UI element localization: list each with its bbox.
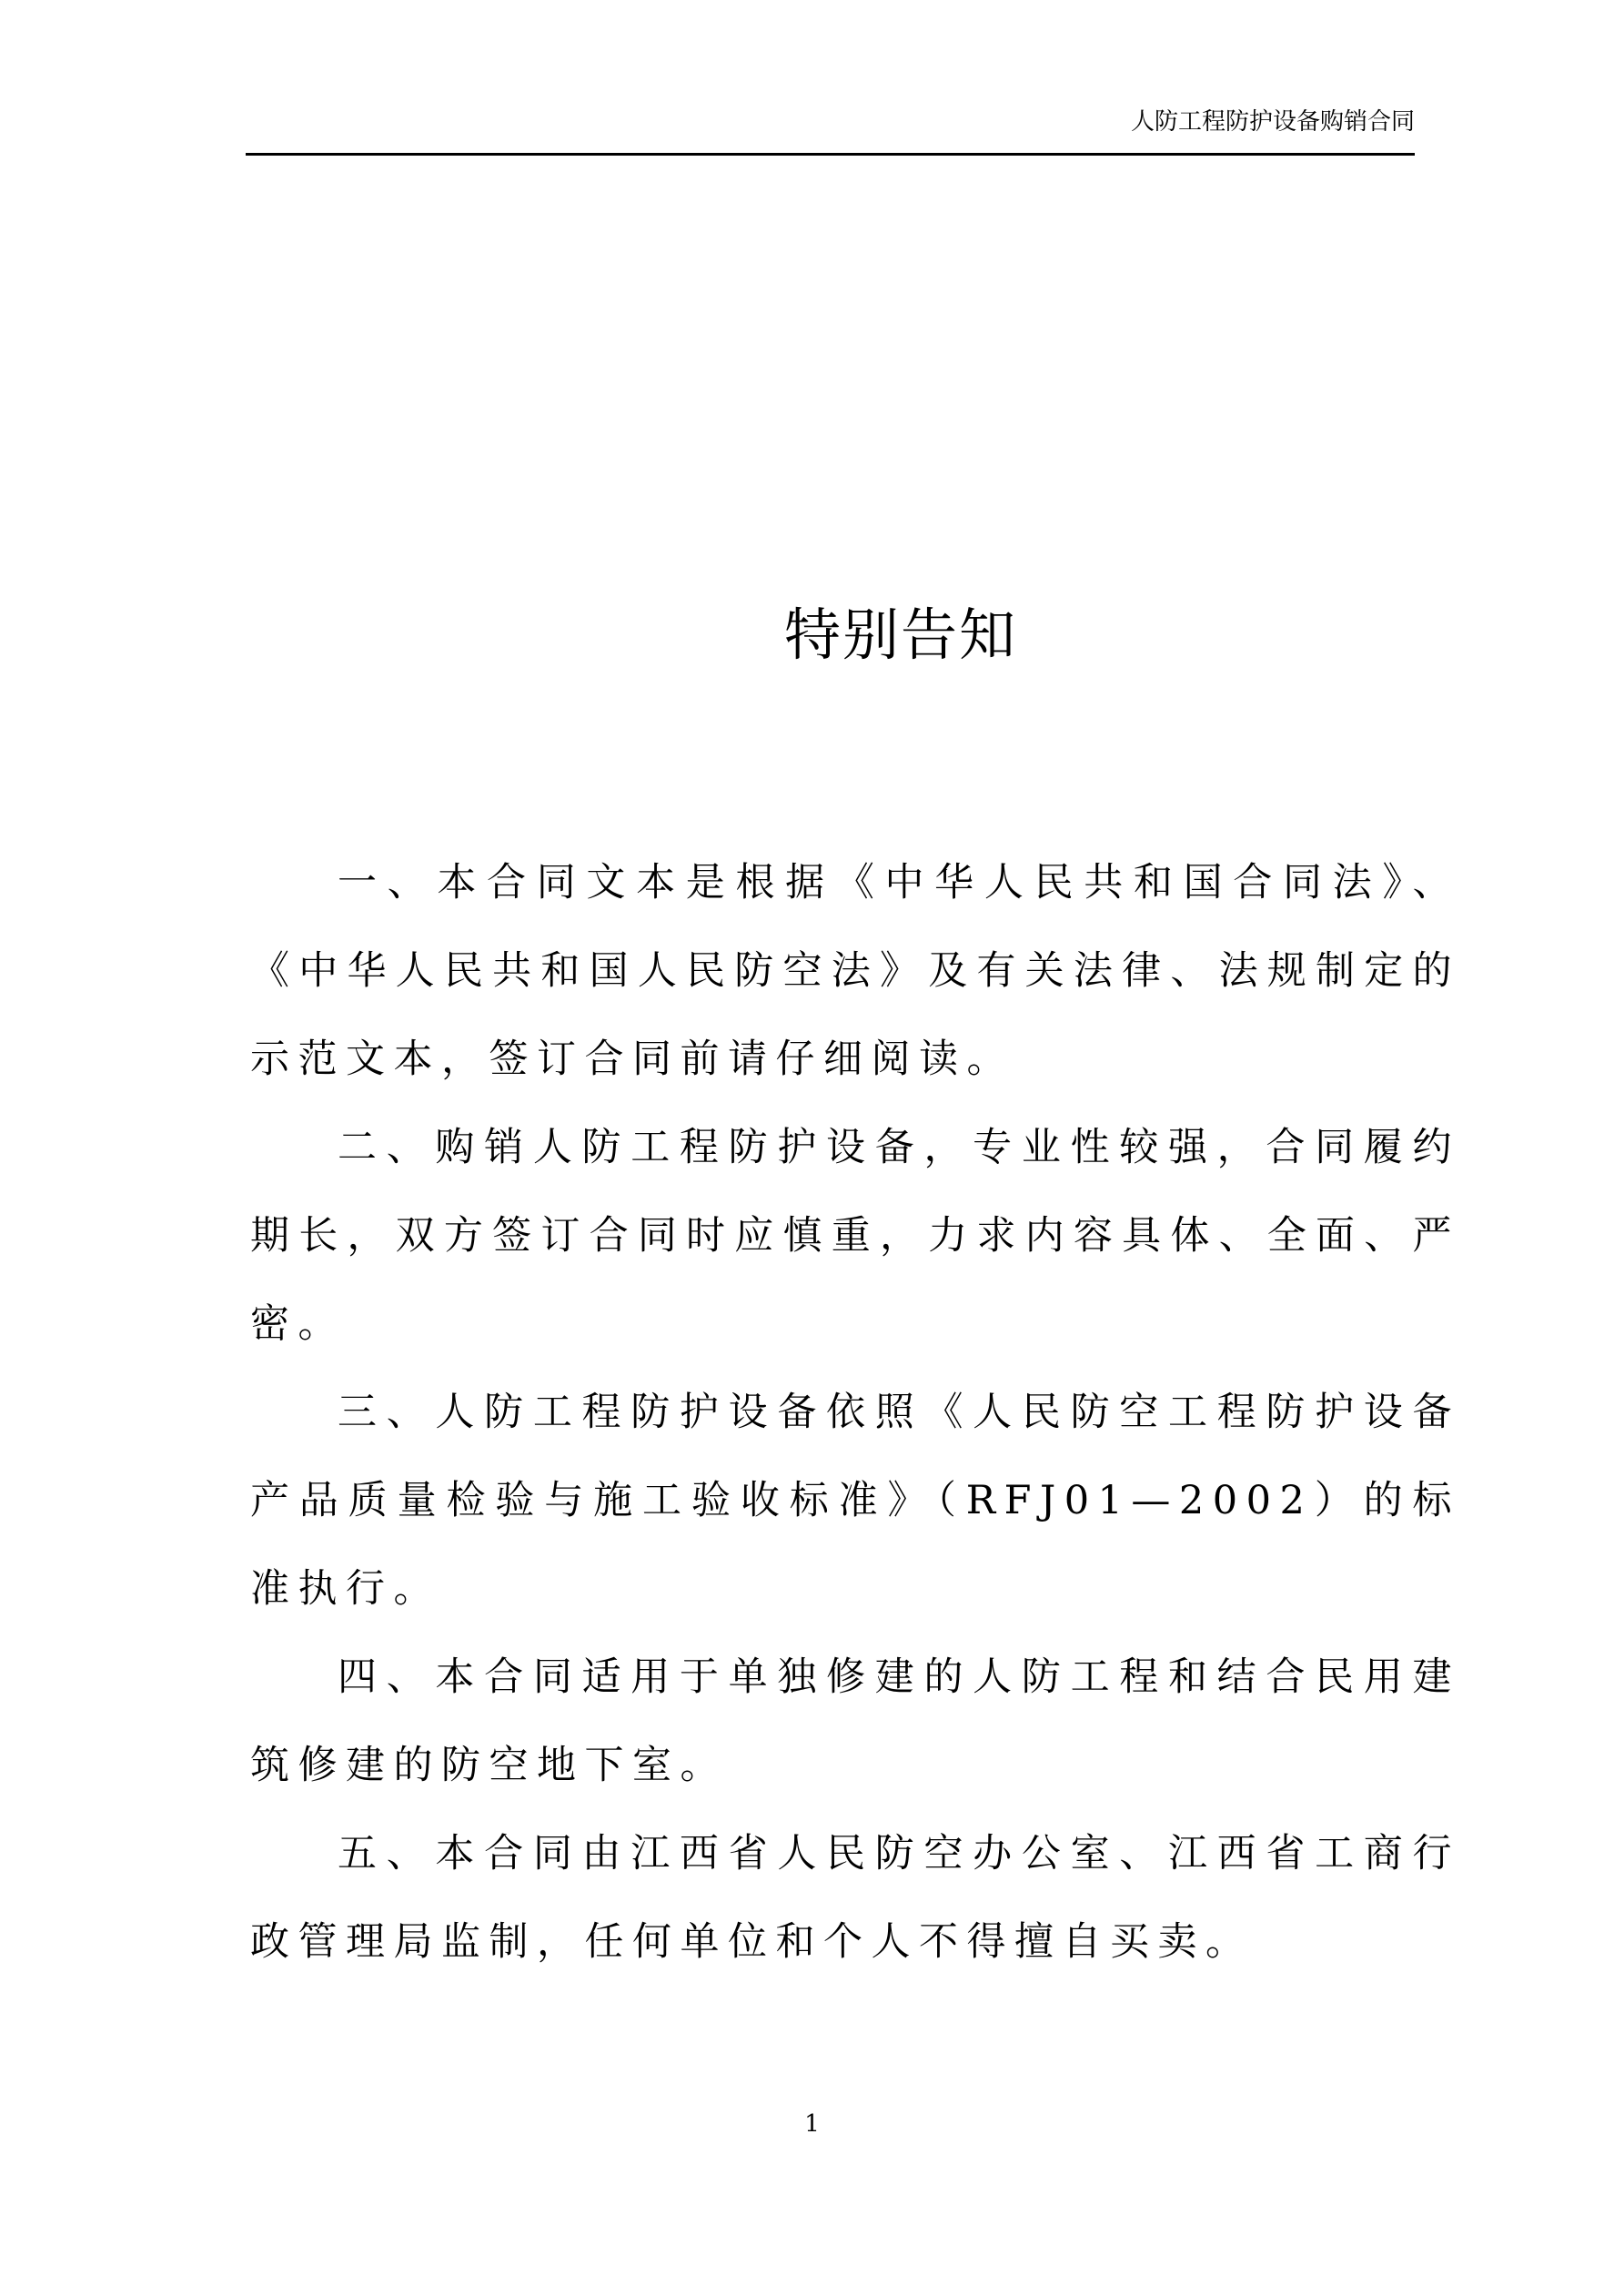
notice-paragraph-1: 一、本合同文本是根据《中华人民共和国合同法》、《中华人民共和国人民防空法》及有关法律、法规制定的示范文本，签订合同前请仔细阅读。 [250, 860, 1460, 1082]
notice-paragraph-3: 三、人防工程防护设备依照《人民防空工程防护设备产品质量检验与施工验收标准》（RFJ01—2002）的标准执行。 [250, 1390, 1460, 1612]
document-title: 特别告知 [783, 602, 1017, 668]
page-number: 1 [804, 2110, 820, 2138]
notice-paragraph-2: 二、购销人防工程防护设备，专业性较强，合同履约期长，双方签订合同时应慎重，力求内容具体、全面、严密。 [250, 1125, 1460, 1347]
running-header: 人防工程防护设备购销合同 [1130, 108, 1415, 136]
notice-paragraph-5: 五、本合同由江西省人民防空办公室、江西省工商行政管理局监制，任何单位和个人不得擅自买卖。 [250, 1831, 1460, 1965]
notice-body [250, 839, 1460, 1987]
header-rule [246, 153, 1415, 156]
notice-paragraph-4: 四、本合同适用于单独修建的人防工程和结合民用建筑修建的防空地下室。 [250, 1654, 1460, 1788]
